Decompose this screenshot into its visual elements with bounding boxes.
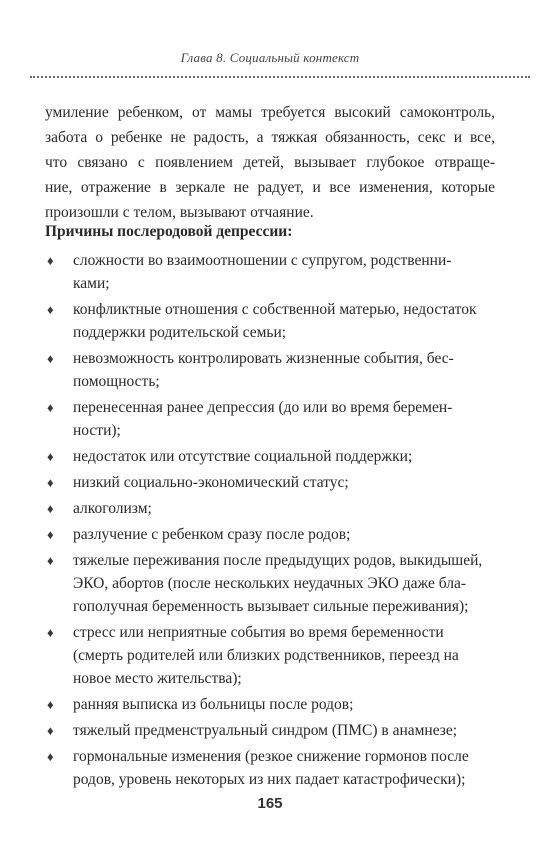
section-heading: Причины послеродовой депрессии: (45, 223, 293, 240)
list-item-line: новое место жительства); (73, 670, 242, 687)
list-item-line: недостаток или отсутствие социальной поддержки; (73, 448, 413, 465)
list-item-line: сложности во взаимоотношении с супругом, родственни- (73, 252, 452, 269)
list-item-line: родов, уровень некоторых из них падает катастрофически); (73, 771, 466, 788)
diamond-bullet-icon: ♦ (47, 527, 54, 542)
list-item (45, 347, 505, 393)
diamond-bullet-icon: ♦ (47, 697, 54, 712)
list-item (45, 249, 505, 295)
diamond-bullet-icon: ♦ (47, 475, 54, 490)
diamond-bullet-icon: ♦ (47, 449, 54, 464)
diamond-bullet-icon: ♦ (47, 723, 54, 738)
list-item-line: невозможность контролировать жизненные события, бес- (73, 350, 454, 367)
list-item (45, 396, 505, 442)
list-item-line: поддержки родительской семьи; (73, 324, 287, 341)
paragraph-line: умиление ребенком, от мамы требуется высокий самоконтроль, (45, 104, 495, 121)
list-item-line: гормональные изменения (резкое снижение гормонов после (73, 748, 469, 765)
list-item-line: ности); (73, 422, 121, 439)
causes-list (45, 249, 505, 794)
list-item (45, 719, 505, 742)
list-item-line: разлучение с ребенком сразу после родов; (73, 526, 351, 543)
list-item (45, 693, 505, 716)
paragraph-line: что связано с появлением детей, вызывает глубокое отвраще- (45, 154, 495, 171)
list-item-line: низкий социально-экономический статус; (73, 474, 349, 491)
diamond-bullet-icon: ♦ (47, 400, 54, 415)
list-item-line: помощность; (73, 373, 160, 390)
paragraph-line: ние, отражение в зеркале не радует, и все изменения, которые (45, 179, 495, 196)
list-item-line: стресс или неприятные события во время беременности (73, 624, 444, 641)
list-item (45, 621, 505, 690)
paragraph-line: забота о ребенке не радость, а тяжкая обязанность, секс и все, (45, 129, 495, 146)
diamond-bullet-icon: ♦ (47, 749, 54, 764)
list-item-line: гополучная беременность вызывает сильные переживания); (73, 598, 469, 615)
list-item-line: (смерть родителей или близких родственников, переезд на (73, 647, 459, 664)
diamond-bullet-icon: ♦ (47, 302, 54, 317)
page-number: 165 (257, 795, 283, 812)
list-item-line: алкоголизм; (73, 500, 152, 517)
diamond-bullet-icon: ♦ (47, 253, 54, 268)
list-item-line: ранняя выписка из больницы после родов; (73, 696, 354, 713)
diamond-bullet-icon: ♦ (47, 625, 54, 640)
list-item-line: тяжелые переживания после предыдущих родов, выкидышей, (73, 552, 483, 569)
list-item (45, 298, 505, 344)
list-item-line: ЭКО, абортов (после нескольких неудачных ЭКО даже бла- (73, 575, 467, 592)
list-item-line: конфликтные отношения с собственной матерью, недостаток (73, 301, 477, 318)
paragraph-line: произошли с телом, вызывают отчаяние. (45, 204, 314, 221)
list-item (45, 549, 505, 618)
running-head: Глава 8. Социальный контекст (180, 50, 360, 65)
list-item-line: ками; (73, 275, 110, 292)
diamond-bullet-icon: ♦ (47, 501, 54, 516)
list-item (45, 445, 505, 468)
intro-paragraph (45, 100, 495, 225)
list-item (45, 745, 505, 791)
list-item (45, 497, 505, 520)
diamond-bullet-icon: ♦ (47, 351, 54, 366)
header-divider (30, 76, 530, 78)
list-item-line: перенесенная ранее депрессия (до или во время беремен- (73, 399, 453, 416)
list-item (45, 523, 505, 546)
diamond-bullet-icon: ♦ (47, 553, 54, 568)
list-item (45, 471, 505, 494)
list-item-line: тяжелый предменструальный синдром (ПМС) в анамнезе; (73, 722, 458, 739)
